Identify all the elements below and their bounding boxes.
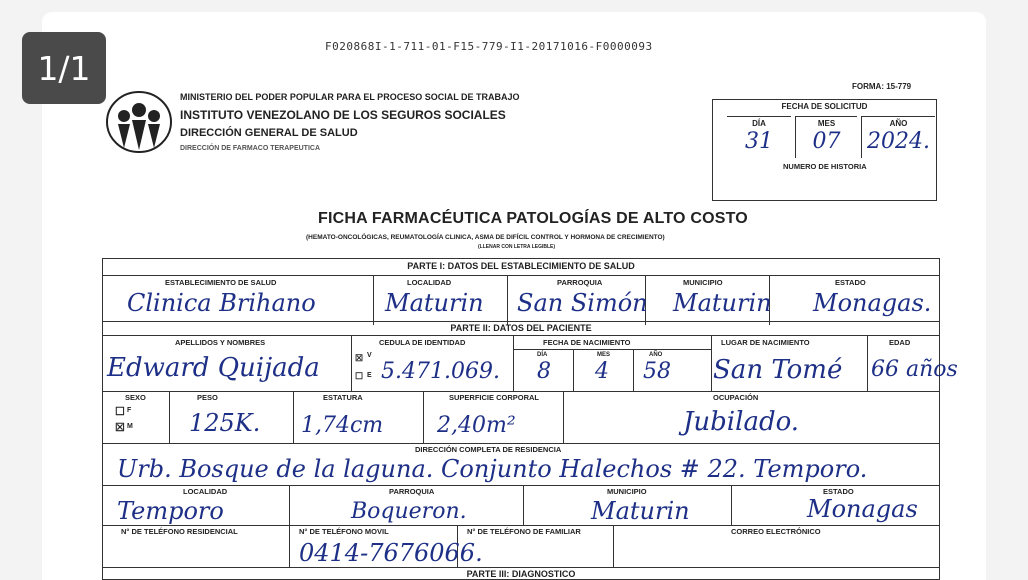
mobile-phone-label: N° DE TELÉFONO MOVIL [299,527,389,536]
state-value: Monagas. [813,289,932,317]
age-value: 66 años [871,357,958,382]
id-number-label: CEDULA DE IDENTIDAD [379,338,466,347]
birth-year-value: 58 [643,359,671,384]
municipality-label: MUNICIPIO [683,278,723,287]
parish-value: San Simón [517,289,648,317]
form-subtitle: (HEMATO-ONCOLÓGICAS, REUMATOLOGÍA CLINICA, ASMA DE DIFÍCIL CONTROL Y HORMONA DE CRECIMIENTO) [306,234,665,241]
ivss-logo-icon [104,86,174,156]
birth-day-label: DÍA [537,352,548,358]
residence-state-value: Monagas [807,495,918,523]
male-checkbox[interactable]: ☒ [115,422,125,434]
request-month-value: 07 [812,129,841,154]
ministry-line: MINISTERIO DEL PODER POPULAR PARA EL PROCESO SOCIAL DE TRABAJO [180,92,520,102]
family-phone-label: N° DE TELÉFONO DE FAMILIAR [467,527,581,536]
id-number-value: 5.471.069. [381,359,500,384]
occupation-value: Jubilado. [683,407,800,437]
residence-locality-value: Temporo [117,497,224,525]
birth-place-label: LUGAR DE NACIMIENTO [721,338,810,347]
municipality-value: Maturin [673,289,772,317]
residence-municipality-value: Maturin [591,497,690,525]
full-name-value: Edward Quijada [107,353,320,383]
part2-title: PARTE II: DATOS DEL PACIENTE [450,323,592,333]
state-label: ESTADO [835,278,866,287]
weight-value: 125K. [189,409,261,437]
request-month-label: MES [817,119,836,128]
request-year-label: AÑO [889,119,908,128]
mobile-phone-value: 0414-7676066. [299,539,483,567]
part3-title: PARTE III: DIAGNOSTICO [466,569,576,579]
request-day-value: 31 [745,129,773,154]
residence-municipality-label: MUNICIPIO [607,487,647,496]
page-counter: 1/1 [22,32,106,104]
body-surface-label: SUPERFICIE CORPORAL [449,393,540,402]
institute-line: INSTITUTO VENEZOLANO DE LOS SEGUROS SOCIALES [180,108,506,122]
direction-line: DIRECCIÓN GENERAL DE SALUD [180,127,358,139]
parish-label: PARROQUIA [557,278,603,287]
occupation-label: OCUPACIÓN [713,393,759,402]
female-label: F [127,407,132,414]
establishment-label: ESTABLECIMIENTO DE SALUD [165,278,277,287]
request-year-cell [861,116,935,158]
sex-label: SEXO [125,393,146,402]
request-day-cell [727,116,791,158]
female-checkbox[interactable]: ☐ [115,406,125,418]
birth-date-label: FECHA DE NACIMIENTO [543,338,631,347]
form-title: FICHA FARMACÉUTICA PATOLOGÍAS DE ALTO COSTO [318,210,748,227]
birth-month-value: 4 [595,359,609,384]
full-name-label: APELLIDOS Y NOMBRES [175,338,266,347]
residence-parish-label: PARROQUIA [389,487,435,496]
height-value: 1,74cm [301,413,384,438]
male-label: M [127,423,133,430]
birth-place-value: San Tomé [713,355,843,385]
age-label: EDAD [889,338,911,347]
form-table [102,258,958,580]
document-id: F020868I-1-711-01-F15-779-I1-20171016-F0000093 [325,40,653,53]
form-number: FORMA: 15-779 [852,82,912,91]
history-number-label: NUMERO DE HISTORIA [783,162,867,171]
e-checkbox[interactable]: ☐ [355,371,364,381]
request-date-title: FECHA DE SOLICITUD [781,102,868,111]
e-label: E [367,372,372,379]
birth-year-label: AÑO [649,352,663,358]
address-label: DIRECCIÓN COMPLETA DE RESIDENCIA [415,445,562,454]
locality-label: LOCALIDAD [407,278,452,287]
body-surface-value: 2,40m² [437,413,516,438]
request-date-box [712,99,937,201]
birth-day-value: 8 [537,359,551,384]
email-label: CORREO ELECTRÓNICO [731,527,821,536]
height-label: ESTATURA [323,393,363,402]
form-instructions: (LLENAR CON LETRA LEGIBLE) [478,244,556,250]
establishment-value: Clinica Brihano [127,289,316,317]
address-value: Urb. Bosque de la laguna. Conjunto Halechos # 22. Temporo. [117,455,868,483]
residence-parish-value: Boqueron. [351,499,467,524]
birth-month-label: MES [597,352,611,358]
residence-state-label: ESTADO [823,487,854,496]
sub-direction-line: DIRECCIÓN DE FARMACO TERAPEUTICA [180,145,321,152]
v-checkbox[interactable]: ☒ [355,353,364,363]
request-year-value: 2024. [867,129,930,154]
part1-title: PARTE I: DATOS DEL ESTABLECIMIENTO DE SALUD [407,261,635,271]
v-label: V [367,352,372,359]
request-day-label: DÍA [752,119,766,128]
locality-value: Maturin [385,289,484,317]
residence-locality-label: LOCALIDAD [183,487,228,496]
weight-label: PESO [197,393,218,402]
home-phone-label: N° DE TELÉFONO RESIDENCIAL [121,527,238,536]
request-month-cell [795,116,857,158]
